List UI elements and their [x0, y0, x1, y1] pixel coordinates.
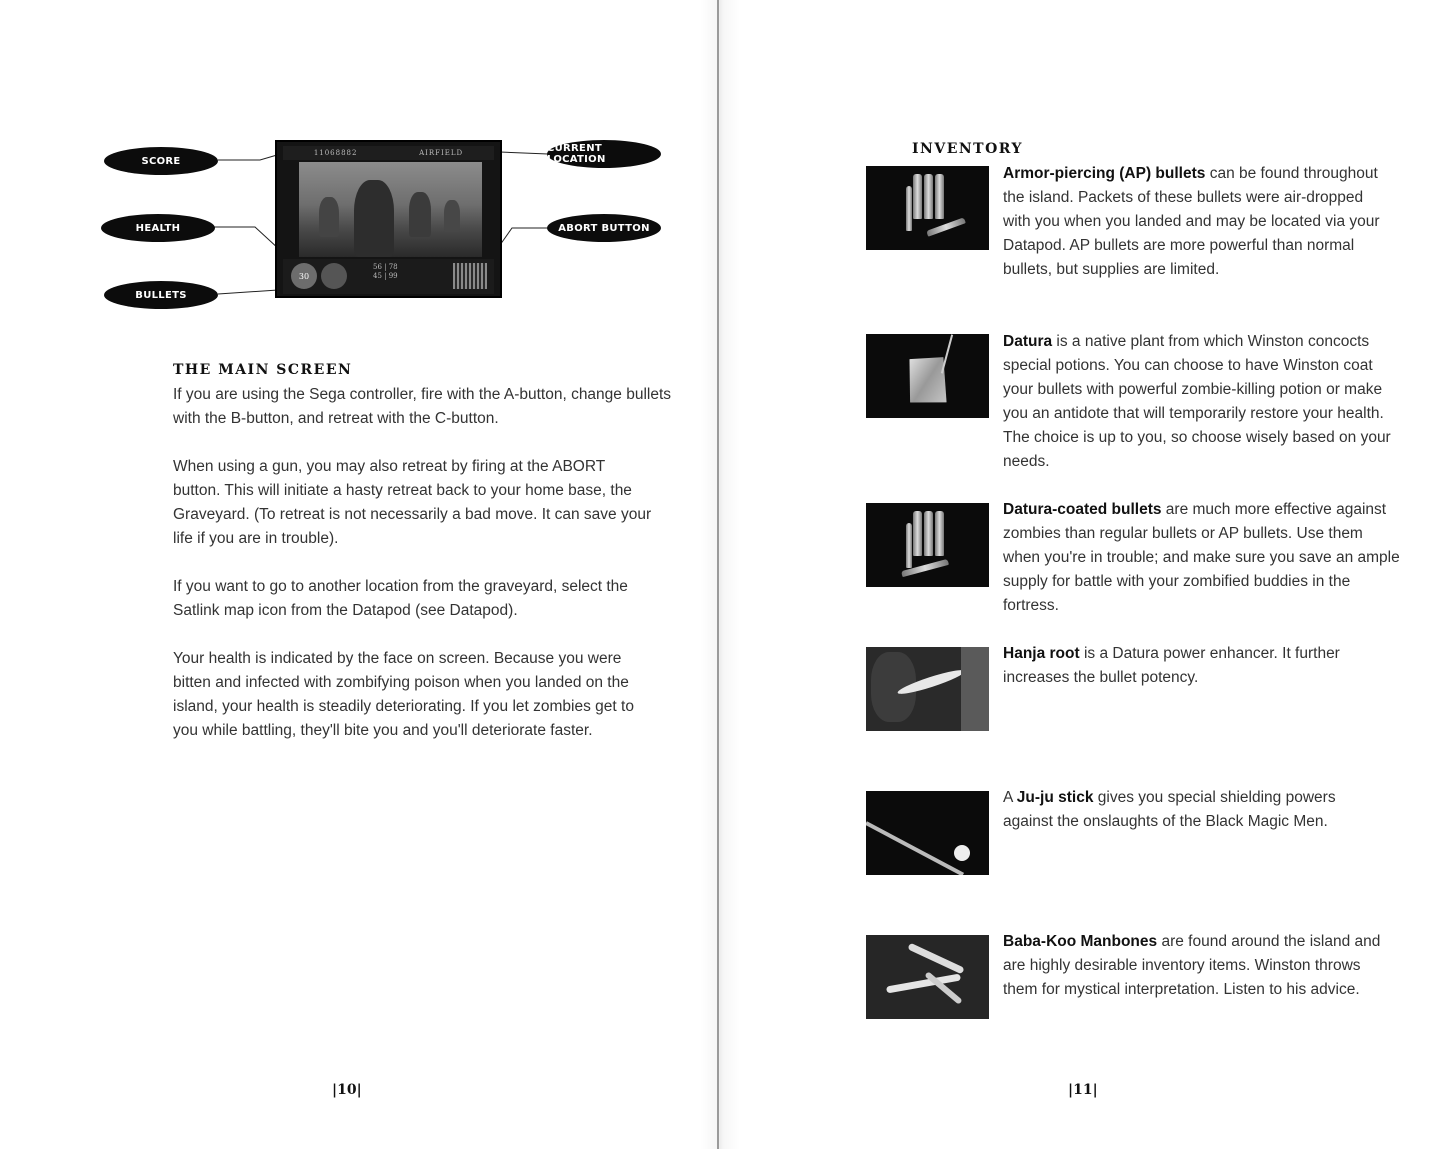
game-hud-topbar: [283, 146, 494, 160]
stem-shape: [941, 334, 953, 373]
bullet-shape: [924, 511, 933, 556]
zombie-figure: [409, 192, 431, 237]
item-name: Datura-coated bullets: [1003, 501, 1162, 518]
game-viewport: [299, 162, 482, 257]
item-name: Datura: [1003, 333, 1053, 350]
main-screen-title: THE MAIN SCREEN: [173, 362, 353, 378]
bullet-shape: [913, 174, 922, 219]
paragraph: If you want to go to another location from the graveyard, select the Satlink map icon from the Datapod (see Datapod).: [173, 578, 628, 619]
zombie-figure: [354, 180, 394, 257]
bone-shape: [907, 943, 964, 975]
inventory-item-text: [1003, 642, 1393, 690]
inventory-item-text: [1003, 498, 1403, 618]
item-description: can be found throughout the island. Packets of these bullets were air-dropped with you when you landed and may be located via your Datapod. AP bullets are more powerful than normal bullets, but supplies are limited.: [1003, 165, 1380, 278]
ammo-counter: [373, 263, 398, 281]
item-description: is a native plant from which Winston concocts special potions. You can choose to have Winston coat your bullets with powerful zombie-killing potion or make you an antidote that will temporarily restore your health. The choice is up to you, so choose wisely based on your needs.: [1003, 333, 1391, 470]
skull-shape: [954, 845, 970, 861]
bullet-shape: [913, 511, 922, 556]
datura-plant-image: [866, 334, 989, 418]
zombie-figure: [319, 197, 339, 237]
current-location-label: CURRENT LOCATION: [547, 140, 661, 168]
abort-button-label: ABORT BUTTON: [547, 214, 661, 242]
paragraph: Your health is indicated by the face on screen. Because you were bitten and infected with zombifying poison when you landed on the island, your health is steadily deteriorating. If you let zombies get to you while battling, they'll bite you and you'll deteriorate faster.: [173, 650, 634, 739]
stick-shape: [866, 821, 964, 875]
bullet-shape: [935, 174, 944, 219]
inventory-title: INVENTORY: [912, 141, 1023, 157]
page-number: |10|: [332, 1082, 362, 1098]
datura-bullets-image: [866, 503, 989, 587]
bullet-shape: [906, 186, 912, 231]
bullet-shape: [926, 217, 966, 236]
game-screen-screenshot: [275, 140, 502, 298]
bullet-shape: [906, 523, 912, 568]
ap-bullets-image: [866, 166, 989, 250]
shadow-shape: [961, 647, 989, 731]
ammo-top: 56 | 78: [373, 263, 398, 271]
bullet-shape: [935, 511, 944, 556]
item-description: are much more effective against zombies than regular bullets or AP bullets. Use them when you're in trouble; and make sure you save an ample supply for battle with your zombified buddies in the fortress.: [1003, 501, 1400, 614]
hanja-root-image: [866, 647, 989, 731]
item-name: Hanja root: [1003, 645, 1080, 662]
ammo-bottom: 45 | 99: [373, 272, 398, 280]
abort-button-icon: [453, 263, 487, 289]
item-name: Ju-ju stick: [1016, 789, 1094, 806]
zombie-figure: [444, 200, 460, 232]
bullet-shape: [924, 174, 933, 219]
inventory-item-text: [1003, 162, 1383, 282]
item-name: Baba-Koo Manbones: [1003, 933, 1158, 950]
inventory-item-text: [1003, 930, 1393, 1002]
page-number: |11|: [1068, 1082, 1098, 1098]
face-icon: [321, 263, 347, 289]
score-label: SCORE: [104, 147, 218, 175]
manbones-image: [866, 935, 989, 1019]
item-description: are found around the island and are highly desirable inventory items. Winston throws them for mystical interpretation. Listen to his advice.: [1003, 933, 1381, 998]
health-label: HEALTH: [101, 214, 215, 242]
health-indicator: 30: [291, 263, 317, 289]
game-hud-bottom: [283, 259, 494, 294]
location-readout: AIRFIELD: [419, 149, 464, 157]
juju-stick-image: [866, 791, 989, 875]
inventory-item-text: [1003, 786, 1373, 834]
item-description: is a Datura power enhancer. It further increases the bullet potency.: [1003, 645, 1340, 686]
page-number-value: 10: [337, 1082, 357, 1098]
bullets-label: BULLETS: [104, 281, 218, 309]
item-name: Armor-piercing (AP) bullets: [1003, 165, 1206, 182]
item-description: gives you special shielding powers against the onslaughts of the Black Magic Men.: [1003, 789, 1336, 830]
paragraph: When using a gun, you may also retreat by firing at the ABORT button. This will initiate a hasty retreat back to your home base, the Graveyard. (To retreat is not necessarily a bad move. It can save your life if you are in trouble).: [173, 458, 652, 547]
paragraph: If you are using the Sega controller, fire with the A-button, change bullets with the B-button, and retreat with the C-button.: [173, 386, 672, 427]
inventory-item-text: [1003, 330, 1398, 474]
item-prefix: A: [1003, 789, 1017, 806]
page-number-value: 11: [1073, 1082, 1093, 1098]
score-readout: 11068882: [313, 149, 358, 157]
